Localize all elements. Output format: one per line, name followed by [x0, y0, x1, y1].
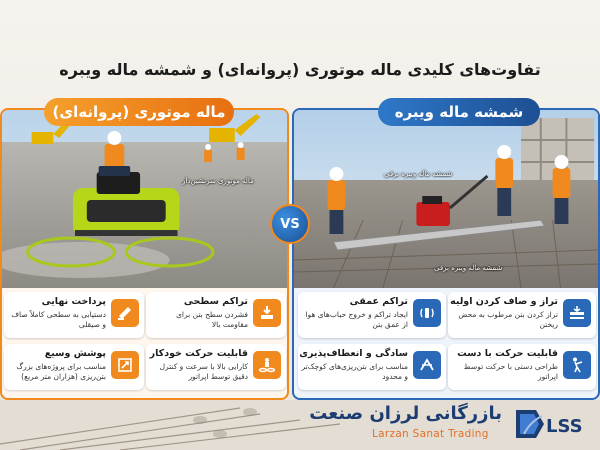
feature-description: مناسب برای پروژه‌های بزرگ بتن‌ریزی (هزاران متر مربع) — [16, 362, 106, 381]
flex-icon — [413, 351, 441, 379]
company-logo — [510, 404, 594, 444]
feature-card — [448, 344, 596, 390]
feature-card — [298, 292, 446, 338]
brand-name-persian: بازرگانی لرزان صنعت — [309, 403, 502, 424]
vibrating-screed-header: شمشه ماله ویبره — [378, 98, 540, 126]
feature-title: سادگی و انعطاف‌پذیری — [299, 348, 408, 359]
feature-title: تراکم سطحی — [183, 296, 248, 307]
level-icon — [563, 299, 591, 327]
feature-description: ایجاد تراکم و خروج حباب‌های هوا از عمق بتن — [305, 310, 408, 329]
feature-title: پوشش وسیع — [44, 348, 106, 359]
feature-description: دستیابی به سطحی کاملاً صاف و صیقلی — [11, 310, 106, 329]
feature-title: قابلیت حرکت خودکار — [149, 348, 248, 359]
feature-card — [4, 344, 144, 390]
feature-card — [4, 292, 144, 338]
vibration-icon — [413, 299, 441, 327]
feature-card — [298, 344, 446, 390]
feature-description: مناسب برای بتن‌ریزی‌های کوچک‌تر و محدود — [301, 362, 408, 381]
feature-description: طراحی دستی با حرکت توسط اپراتور — [463, 362, 558, 381]
vs-badge: VS — [270, 204, 310, 244]
trowel-icon — [111, 299, 139, 327]
feature-title: تراکم عمقی — [349, 296, 408, 307]
vibrating-screed-caption-bottom: شمشه ماله ویبره برقی — [434, 264, 503, 272]
page-title: تفاوت‌های کلیدی ماله موتوری (پروانه‌ای) و شمشه ماله ویبره — [59, 60, 541, 79]
feature-title: قابلیت حرکت با دست — [457, 348, 558, 359]
feature-card — [146, 292, 286, 338]
feature-title: تراز و صاف کردن اولیه — [450, 296, 558, 307]
power-trowel-photo — [2, 110, 287, 288]
power-trowel-caption: ماله موتوری سرنشین‌دار — [182, 177, 254, 185]
feature-description: تراز کردن بتن مرطوب به محض ریختن — [458, 310, 558, 329]
feature-description: کارایی بالا با سرعت و کنترل دقیق توسط اپراتور — [159, 362, 248, 381]
vibrating-screed-caption-top: شمشه ماله ویبره برقی — [384, 170, 453, 178]
feature-description: فشردن سطح بتن برای مقاومت بالا — [176, 310, 248, 329]
feature-card — [146, 344, 286, 390]
feature-card — [448, 292, 596, 338]
expand-icon — [111, 351, 139, 379]
power-trowel-header: ماله موتوری (پروانه‌ای) — [44, 98, 234, 126]
brand-name-english: Larzan Sanat Trading — [372, 428, 489, 440]
compress-icon — [253, 299, 281, 327]
vibrating-screed-photo — [294, 110, 598, 288]
hand-push-icon — [563, 351, 591, 379]
feature-title: پرداخت نهایی — [41, 296, 106, 307]
ride-on-icon — [253, 351, 281, 379]
logo-text: LSS — [546, 416, 583, 437]
